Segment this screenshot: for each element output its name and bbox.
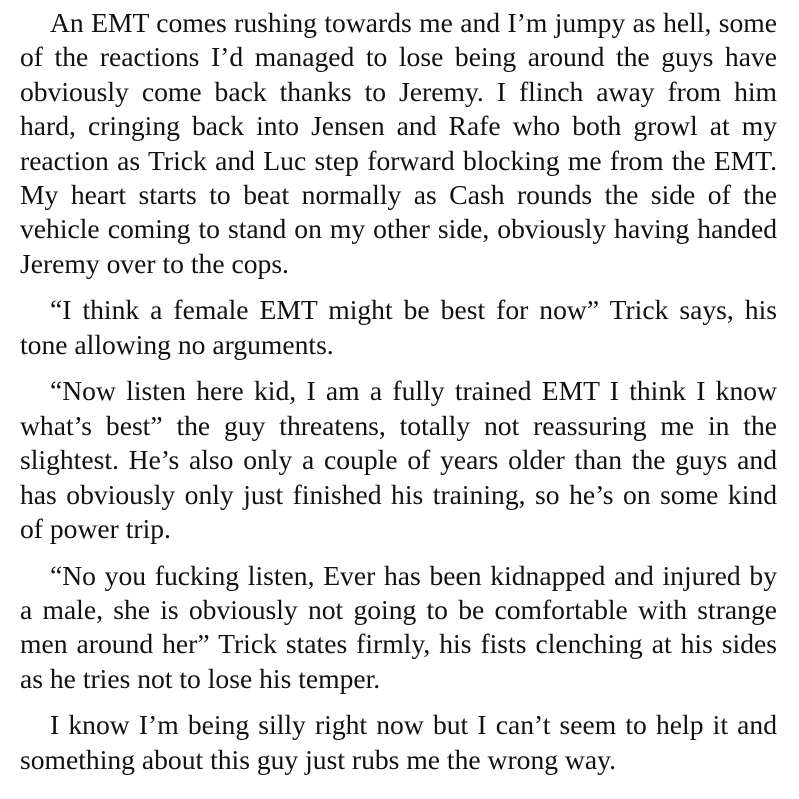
paragraph: “Now listen here kid, I am a fully trained EMT I think I know what’s best” the guy threatens, totally not reassuring me in the slightest. He’s also only a couple of years older than the guys and has obviously only just finished his training, so he’s on some kind of power trip.	[20, 375, 777, 545]
paragraph: An EMT comes rushing towards me and I’m jumpy as hell, some of the reactions I’d managed to lose being around the guys have obviously come back thanks to Jeremy. I flinch away from him hard, cringing back into Jensen and Rafe who both growl at my reaction as Trick and Luc step forward blocking me from the EMT. My heart starts to beat normally as Cash rounds the side of the vehicle coming to stand on my other side, obviously having handed Jeremy over to the cops.	[20, 7, 777, 279]
paragraph: “No you fucking listen, Ever has been kidnapped and injured by a male, she is obviously not going to be comfortable with strange men around her” Trick states firmly, his fists clenching at his sides as he tries not to lose his temper.	[20, 559, 777, 694]
paragraph: “I think a female EMT might be best for now” Trick says, his tone allowing no arguments.	[20, 294, 777, 360]
paragraph: I know I’m being silly right now but I can’t seem to help it and something about this guy just rubs me the wrong way.	[20, 709, 777, 775]
